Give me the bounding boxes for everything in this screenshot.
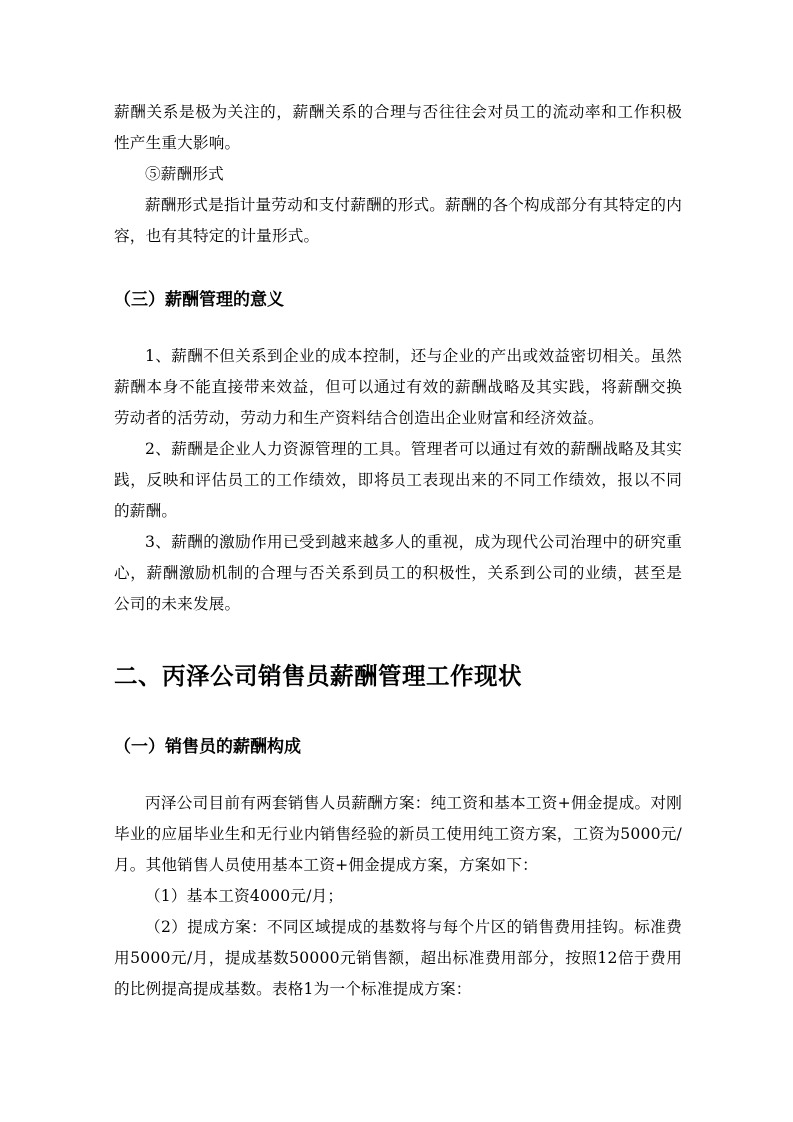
paragraph-significance-2: 2、薪酬是企业人力资源管理的工具。管理者可以通过有效的薪酬战略及其实践，反映和评估员工的工作绩效，即将员工表现出来的不同工作绩效，报以不同的薪酬。 — [114, 440, 682, 520]
list-item-commission-plan: （2）提成方案：不同区域提成的基数将与每个片区的销售费用挂钩。标准费用5000元/月，提成基数50000元销售额，超出标准费用部分，按照12倍于费用的比例提高提成基数。表格1为一个标准提成方案： — [114, 918, 682, 998]
paragraph-significance-3: 3、薪酬的激励作用已受到越来越多人的重视，成为现代公司治理中的研究重心，薪酬激励机制的合理与否关系到员工的积极性，关系到公司的业绩，甚至是公司的未来发展。 — [114, 533, 682, 613]
paragraph-salary-plans: 丙泽公司目前有两套销售人员薪酬方案：纯工资和基本工资+佣金提成。对刚毕业的应届毕业生和无行业内销售经验的新员工使用纯工资方案，工资为5000元/月。其他销售人员使用基本工资+佣金提成方案，方案如下： — [114, 794, 682, 874]
document-body — [114, 97, 682, 1005]
chapter-heading-current-status: 二、丙泽公司销售员薪酬管理工作现状 — [114, 662, 522, 690]
section-heading-salary-structure: （一）销售员的薪酬构成 — [114, 737, 301, 757]
paragraph-significance-1: 1、薪酬不但关系到企业的成本控制，还与企业的产出或效益密切相关。虽然薪酬本身不能直接带来效益，但可以通过有效的薪酬战略及其实践，将薪酬交换劳动者的活劳动，劳动力和生产资料结合创造出企业财富和经济效益。 — [114, 347, 682, 427]
list-item-salary-form: ⑤薪酬形式 — [145, 165, 224, 183]
paragraph-salary-form: 薪酬形式是指计量劳动和支付薪酬的形式。薪酬的各个构成部分有其特定的内容，也有其特定的计量形式。 — [114, 196, 682, 245]
list-item-base-salary: （1）基本工资4000元/月； — [145, 887, 344, 905]
paragraph-relationship-continued: 薪酬关系是极为关注的，薪酬关系的合理与否往往会对员工的流动率和工作积极性产生重大影响。 — [114, 103, 682, 152]
section-heading-significance: （三）薪酬管理的意义 — [114, 290, 284, 310]
